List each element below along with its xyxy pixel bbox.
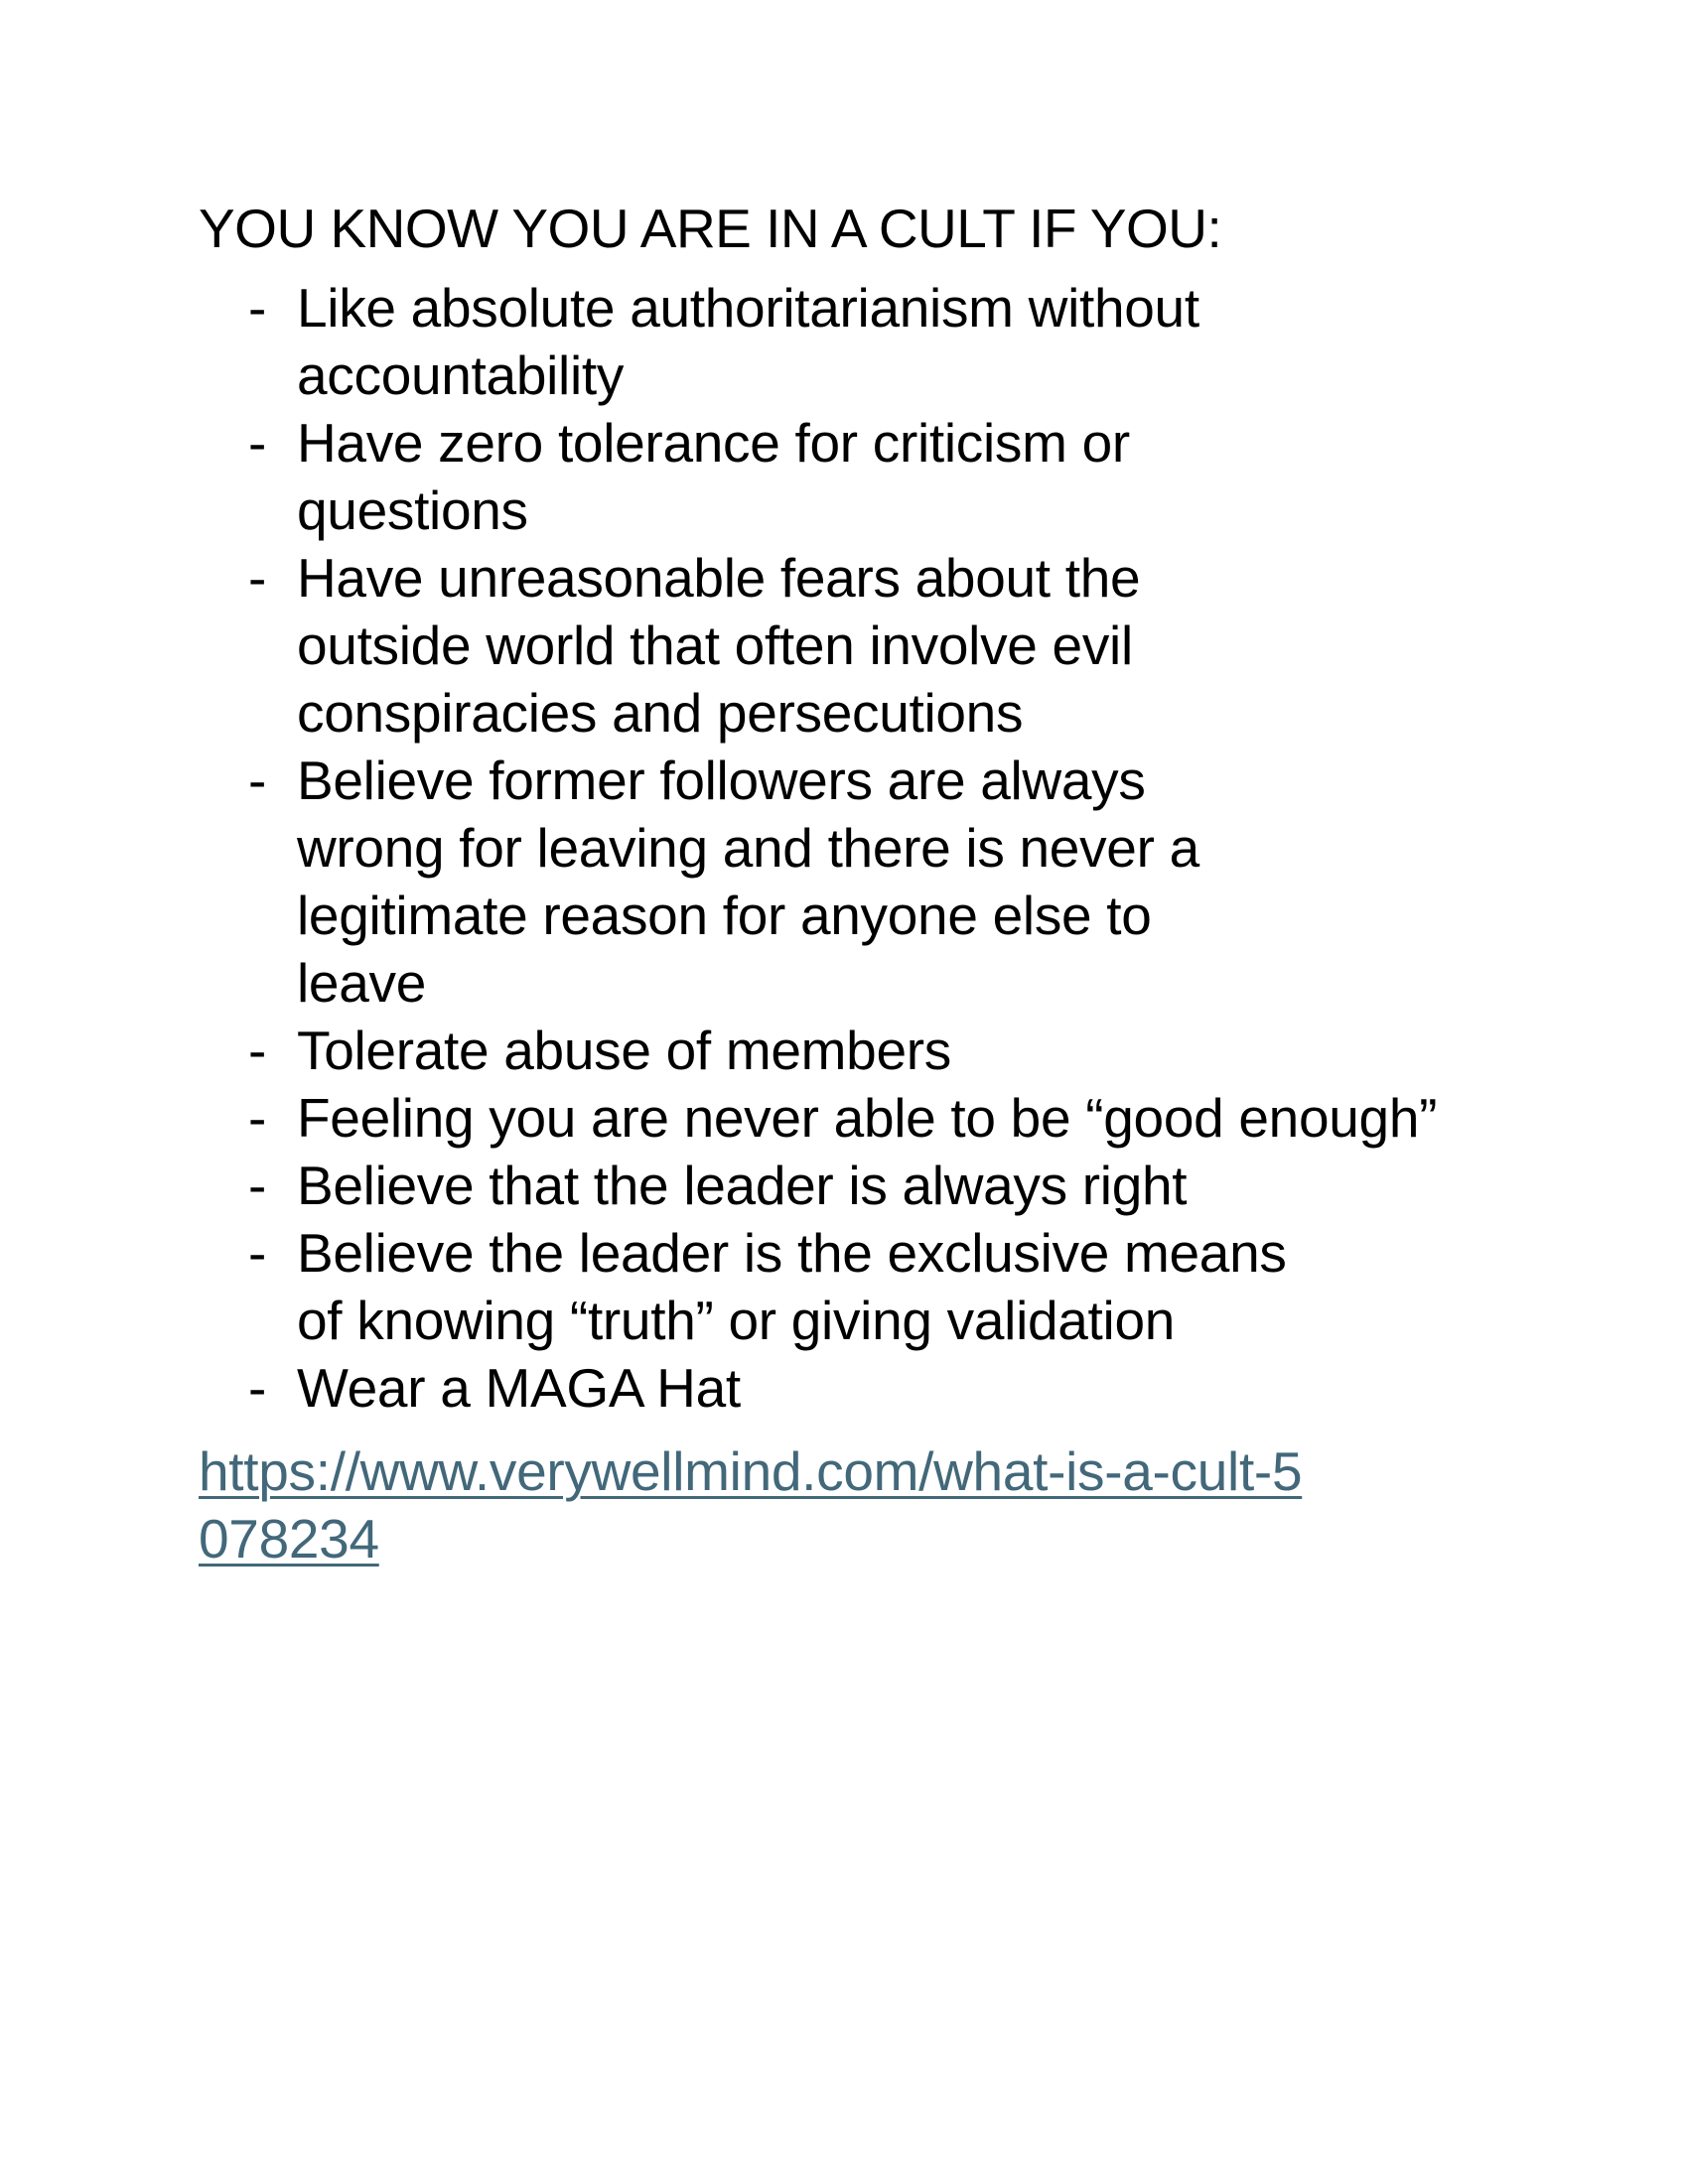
list-item-text: Wear a MAGA Hat (297, 1357, 741, 1419)
list-item-text: Believe former followers are always wrong for leaving and there is never a legitimate reason for anyone else to leave (297, 750, 1199, 1014)
dash-bullet-icon: - (248, 1020, 267, 1081)
dash-bullet-icon: - (248, 277, 267, 339)
list-item (199, 274, 1489, 409)
list-item (199, 409, 1489, 544)
list-item-text: Like absolute authoritarianism without accountability (297, 277, 1199, 406)
dash-bullet-icon: - (248, 1357, 267, 1419)
dash-bullet-icon: - (248, 1155, 267, 1216)
list-item-text: Believe that the leader is always right (297, 1155, 1188, 1216)
list-item-text: Believe the leader is the exclusive means of knowing “truth” or giving validation (297, 1222, 1287, 1351)
document-body (199, 195, 1489, 1572)
source-link[interactable]: https://www.verywellmind.com/what-is-a-cult-5078234 (199, 1440, 1303, 1570)
list-item-text: Have unreasonable fears about the outside world that often involve evil conspiracies and persecutions (297, 547, 1141, 744)
source-link-paragraph (199, 1437, 1331, 1572)
list-item (199, 747, 1489, 1017)
dash-bullet-icon: - (248, 412, 267, 474)
list-item (199, 544, 1489, 747)
list-item-text: Tolerate abuse of members (297, 1020, 951, 1081)
list-item (199, 1354, 1489, 1422)
list-item (199, 1219, 1489, 1354)
dash-bullet-icon: - (248, 1087, 267, 1149)
dash-bullet-icon: - (248, 547, 267, 609)
page-title: YOU KNOW YOU ARE IN A CULT IF YOU: (199, 198, 1222, 259)
list-item (199, 1017, 1489, 1084)
cult-signs-list (199, 274, 1489, 1422)
list-item (199, 1084, 1489, 1152)
dash-bullet-icon: - (248, 1222, 267, 1284)
dash-bullet-icon: - (248, 750, 267, 811)
list-item-text: Have zero tolerance for criticism or questions (297, 412, 1130, 541)
list-item-text: Feeling you are never able to be “good enough” (297, 1087, 1438, 1149)
list-item (199, 1152, 1489, 1219)
